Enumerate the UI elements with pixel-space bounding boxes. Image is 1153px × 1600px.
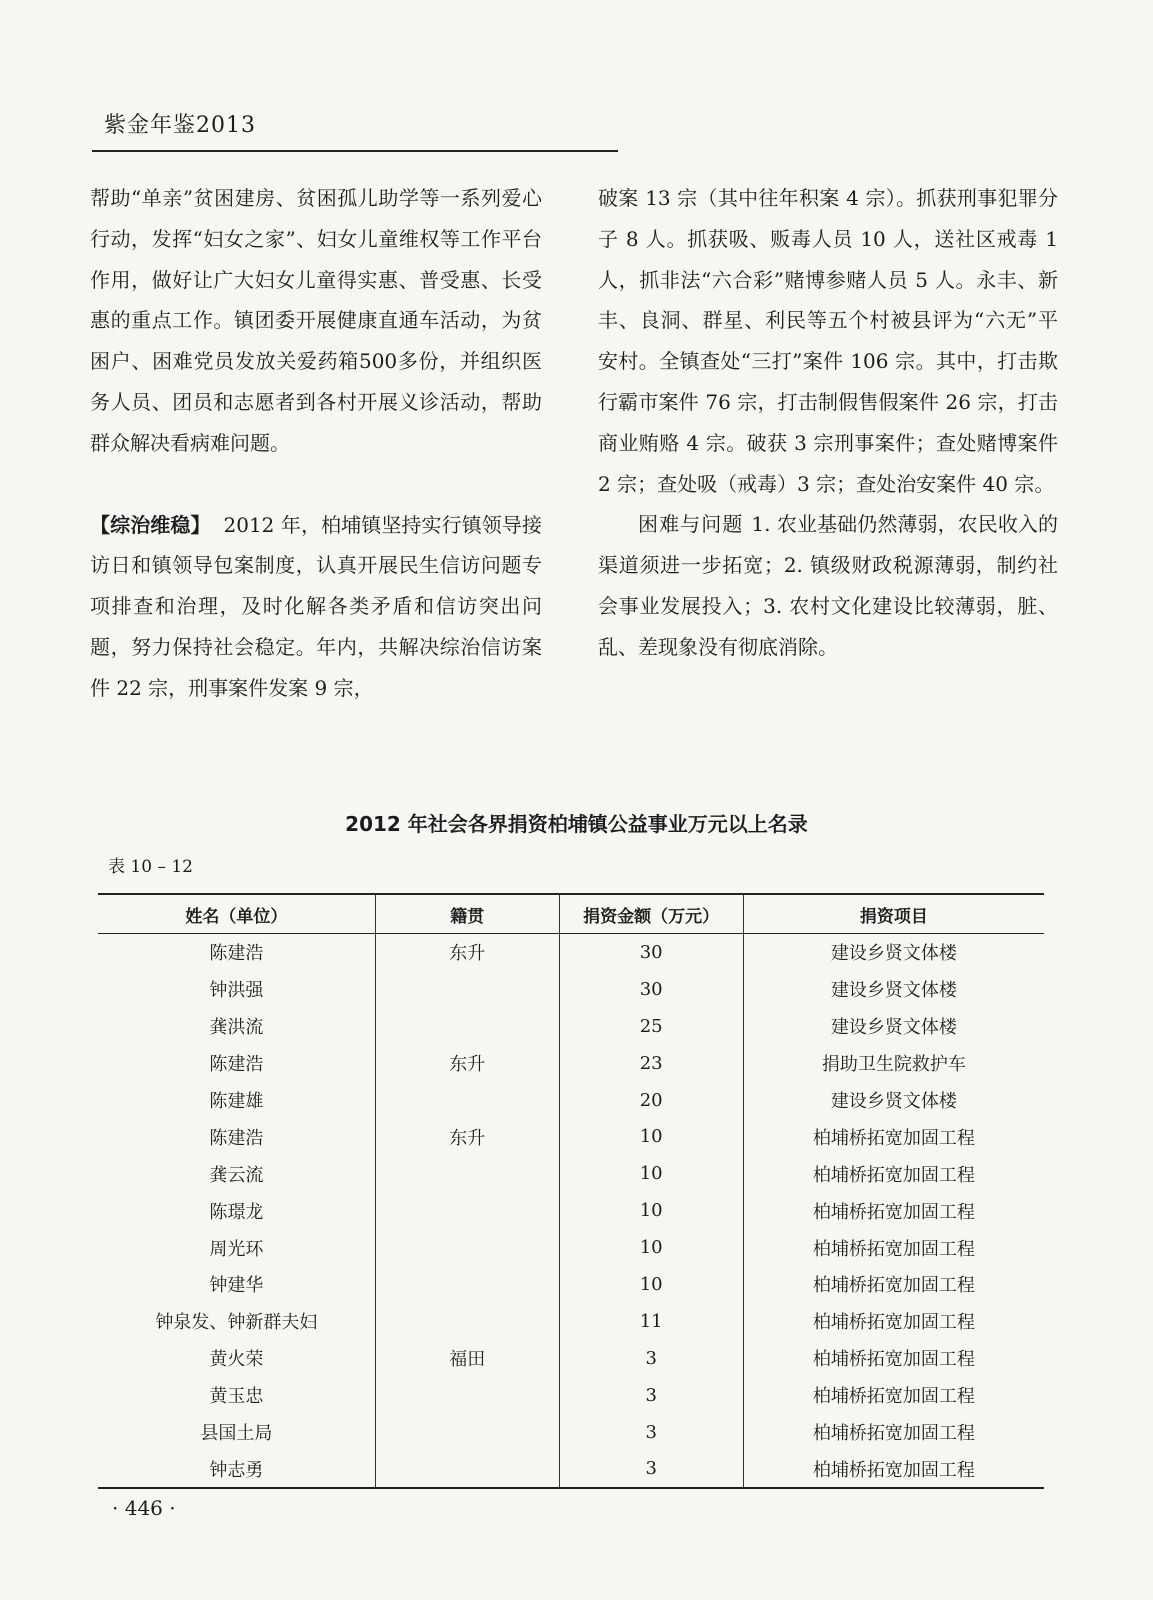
cell-amount: 10 <box>559 1266 743 1303</box>
cell-name: 龚云流 <box>209 1164 264 1186</box>
table-row <box>98 934 1044 971</box>
cell-amount: 10 <box>559 1192 743 1229</box>
cell-name: 县国土局 <box>200 1423 273 1445</box>
cell-origin <box>375 1229 559 1266</box>
cell-origin: 东升 <box>375 1118 559 1155</box>
table-row <box>98 1082 1044 1119</box>
cell-amount: 11 <box>559 1303 743 1340</box>
running-header: 紫金年鉴2013 <box>104 113 256 138</box>
table-body <box>98 934 1044 1489</box>
table-row <box>98 1377 1044 1414</box>
cell-amount: 10 <box>559 1155 743 1192</box>
cell-amount: 3 <box>559 1377 743 1414</box>
cell-origin <box>375 1303 559 1340</box>
table-row <box>98 971 1044 1008</box>
cell-origin <box>375 971 559 1008</box>
table-row <box>98 1155 1044 1192</box>
cell-origin <box>375 1266 559 1303</box>
section-text: 2012 年，柏埔镇坚持实行镇领导接访日和镇领导包案制度，认真开展民生信访问题专项排查和治理，及时化解各类矛盾和信访突出问题，努力保持社会稳定。年内，共解决综治信访案件 22 宗，刑事案件发案 9 宗， <box>90 512 543 700</box>
table-row <box>98 1229 1044 1266</box>
donation-table <box>98 893 1044 1489</box>
paragraph-gap <box>90 464 542 505</box>
cell-name: 钟泉发、钟新群夫妇 <box>155 1312 318 1334</box>
cell-origin: 东升 <box>375 934 559 971</box>
page-number: · 446 · <box>112 1496 176 1520</box>
table-title: 2012 年社会各界捐资柏埔镇公益事业万元以上名录 <box>345 812 808 836</box>
table-row <box>98 1192 1044 1229</box>
header-name: 姓名（单位） <box>98 894 375 934</box>
left-paragraph-2 <box>90 505 542 709</box>
cell-project: 建设乡贤文体楼 <box>743 1008 1044 1045</box>
left-paragraph-1: 帮助“单亲”贫困建房、贫困孤儿助学等一系列爱心行动，发挥“妇女之家”、妇女儿童维权等工作平台作用，做好让广大妇女儿童得实惠、普受惠、长受惠的重点工作。镇团委开展健康直通车活动，为贫困户、困难党员发放关爱药箱500多份，并组织医务人员、团员和志愿者到各村开展义诊活动，帮助群众解决看病难问题。 <box>90 186 542 455</box>
cell-origin <box>375 1450 559 1488</box>
left-column <box>90 178 542 709</box>
cell-project: 柏埔桥拓宽加固工程 <box>743 1192 1044 1229</box>
cell-amount: 30 <box>559 971 743 1008</box>
cell-project: 柏埔桥拓宽加固工程 <box>743 1340 1044 1377</box>
cell-name: 黄玉忠 <box>209 1386 264 1408</box>
table-number: 表 10 – 12 <box>108 857 193 877</box>
cell-name: 陈建浩 <box>209 943 264 965</box>
cell-amount: 25 <box>559 1008 743 1045</box>
header-amount: 捐资金额（万元） <box>559 894 743 934</box>
cell-amount: 3 <box>559 1450 743 1488</box>
table-row <box>98 1008 1044 1045</box>
right-paragraph-1: 破案 13 宗（其中往年积案 4 宗）。抓获刑事犯罪分子 8 人。抓获吸、贩毒人员 10 人，送社区戒毒 1 人，抓非法“六合彩”赌博参赌人员 5 人。永丰、新丰、良洞、群星、利民等五个村被县评为“六无”平安村。全镇查处“三打”案件 106 宗。其中，打击欺行霸市案件 76 宗，打击制假售假案件 26 宗，打击商业贿赂 4 宗。破获 3 宗刑事案件；查处赌博案件 2 宗；查处吸（戒毒）3 宗；查处治安案件 40 宗。 <box>598 186 1058 496</box>
cell-project: 柏埔桥拓宽加固工程 <box>743 1229 1044 1266</box>
cell-project: 柏埔桥拓宽加固工程 <box>743 1377 1044 1414</box>
cell-name: 周光环 <box>209 1238 264 1260</box>
table-row <box>98 1118 1044 1155</box>
cell-origin <box>375 1082 559 1119</box>
cell-amount: 3 <box>559 1414 743 1451</box>
table-row <box>98 1303 1044 1340</box>
cell-origin <box>375 1414 559 1451</box>
cell-project: 捐助卫生院救护车 <box>743 1045 1044 1082</box>
cell-name: 陈璟龙 <box>209 1201 264 1223</box>
cell-name: 陈建雄 <box>209 1091 264 1112</box>
cell-amount: 20 <box>559 1082 743 1119</box>
cell-project: 柏埔桥拓宽加固工程 <box>743 1118 1044 1155</box>
cell-origin <box>375 1155 559 1192</box>
cell-name: 陈建浩 <box>209 1054 264 1076</box>
cell-name: 钟洪强 <box>209 980 264 1002</box>
cell-project: 柏埔桥拓宽加固工程 <box>743 1414 1044 1451</box>
sub-section-label: 困难与问题 <box>638 512 744 537</box>
cell-amount: 30 <box>559 934 743 971</box>
cell-origin: 东升 <box>375 1045 559 1082</box>
right-paragraph-2 <box>598 504 1058 667</box>
cell-name: 钟志勇 <box>98 1450 375 1488</box>
section-label: 【综治维稳】 <box>90 512 211 537</box>
cell-amount: 23 <box>559 1045 743 1082</box>
cell-project: 柏埔桥拓宽加固工程 <box>743 1266 1044 1303</box>
table-row <box>98 1045 1044 1082</box>
table-header-row <box>98 894 1044 934</box>
table-row <box>98 1266 1044 1303</box>
cell-project: 建设乡贤文体楼 <box>743 1082 1044 1119</box>
table-row <box>98 1340 1044 1377</box>
cell-amount: 10 <box>559 1229 743 1266</box>
table-row <box>98 1450 1044 1488</box>
cell-origin <box>375 1192 559 1229</box>
cell-origin <box>375 1008 559 1045</box>
header-origin: 籍贯 <box>375 894 559 934</box>
cell-amount: 10 <box>559 1118 743 1155</box>
header-project: 捐资项目 <box>743 894 1044 934</box>
header-rule <box>92 150 618 152</box>
cell-project: 建设乡贤文体楼 <box>743 934 1044 971</box>
cell-origin: 福田 <box>375 1340 559 1377</box>
cell-project: 建设乡贤文体楼 <box>743 971 1044 1008</box>
cell-name: 黄火荣 <box>209 1349 264 1371</box>
cell-project: 柏埔桥拓宽加固工程 <box>743 1303 1044 1340</box>
table-row <box>98 1414 1044 1451</box>
cell-name: 陈建浩 <box>209 1127 264 1149</box>
sub-section-text: 1. 农业基础仍然薄弱，农民收入的渠道须进一步拓宽；2. 镇级财政税源薄弱，制约社会事业发展投入；3. 农村文化建设比较薄弱，脏、乱、差现象没有彻底消除。 <box>598 512 1059 659</box>
cell-name: 钟建华 <box>209 1275 264 1297</box>
cell-origin <box>375 1377 559 1414</box>
cell-name: 龚洪流 <box>209 1017 264 1039</box>
cell-project: 柏埔桥拓宽加固工程 <box>743 1450 1044 1488</box>
right-column <box>598 178 1058 668</box>
cell-amount: 3 <box>559 1340 743 1377</box>
cell-project: 柏埔桥拓宽加固工程 <box>743 1155 1044 1192</box>
